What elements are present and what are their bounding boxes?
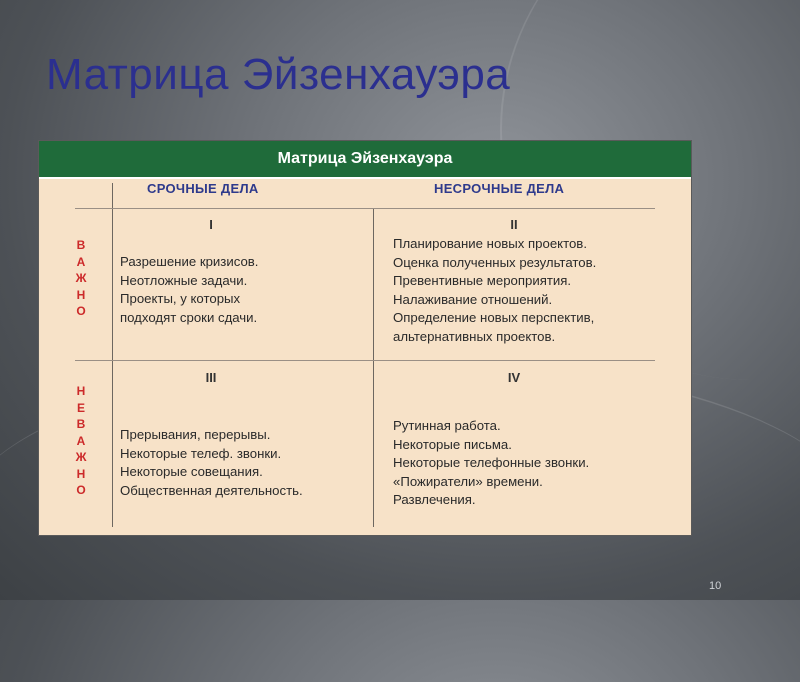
quadrant-2-number: II — [510, 217, 518, 232]
quadrant-item: подходят сроки сдачи. — [120, 309, 258, 325]
row-label-letter: Ж — [75, 271, 87, 285]
horizontal-divider-top — [75, 208, 655, 209]
row-label-letter: Н — [76, 287, 86, 302]
quadrant-item: «Пожиратели» времени. — [393, 473, 543, 489]
quadrant-4-items — [393, 417, 589, 510]
quadrant-item: Проекты, у которых — [120, 291, 241, 306]
matrix-header: Матрица Эйзенхауэра — [39, 141, 691, 179]
quadrant-1-items — [120, 253, 258, 327]
quadrant-3-items — [120, 426, 303, 500]
column-header-not-urgent: НЕСРОЧНЫЕ ДЕЛА — [434, 181, 565, 196]
quadrant-item: Планирование новых проектов. — [393, 236, 587, 251]
quadrant-item: Общественная деятельность. — [120, 482, 303, 498]
row-label-letter: А — [76, 254, 86, 269]
quadrant-item: Оценка полученных результатов. — [393, 254, 597, 270]
row-label-letter: В — [76, 417, 86, 431]
row-label-letter: О — [76, 304, 86, 318]
page-number: 10 — [709, 580, 722, 592]
quadrant-item: Развлечения. — [393, 492, 476, 507]
row-label-letter: О — [76, 483, 86, 497]
slide-title: Матрица Эйзенхауэра — [46, 50, 511, 99]
row-label-letter: Е — [76, 400, 85, 415]
column-header-urgent: СРОЧНЫЕ ДЕЛА — [147, 181, 259, 196]
quadrant-item: Некоторые совещания. — [120, 464, 263, 479]
row-label-letter: Н — [76, 466, 86, 481]
quadrant-item: Определение новых перспектив, — [393, 310, 595, 325]
quadrant-3-number: III — [205, 370, 217, 385]
quadrant-item: альтернативных проектов. — [393, 328, 556, 344]
row-label-important — [68, 237, 94, 320]
row-label-letter: В — [76, 238, 86, 252]
quadrant-4-number: IV — [507, 370, 521, 385]
quadrant-item: Рутинная работа. — [393, 418, 501, 433]
horizontal-divider-middle — [75, 360, 655, 361]
quadrant-item: Некоторые письма. — [393, 436, 512, 452]
row-label-letter: Ж — [75, 450, 87, 464]
quadrant-item: Некоторые телефонные звонки. — [393, 455, 590, 470]
quadrant-1-number: I — [209, 217, 213, 232]
quadrant-2-items — [393, 235, 596, 346]
row-label-not-important — [68, 383, 94, 499]
eisenhower-matrix — [39, 141, 691, 535]
row-label-letter: Н — [76, 384, 86, 398]
vertical-divider-left — [112, 183, 113, 527]
quadrant-item: Разрешение кризисов. — [120, 254, 259, 269]
vertical-divider-middle — [373, 209, 374, 527]
row-label-letter: А — [76, 433, 86, 448]
quadrant-item: Прерывания, перерывы. — [120, 427, 271, 442]
quadrant-item: Неотложные задачи. — [120, 272, 248, 288]
quadrant-item: Некоторые телеф. звонки. — [120, 445, 282, 461]
quadrant-item: Налаживание отношений. — [393, 291, 553, 307]
quadrant-item: Превентивные мероприятия. — [393, 273, 572, 288]
